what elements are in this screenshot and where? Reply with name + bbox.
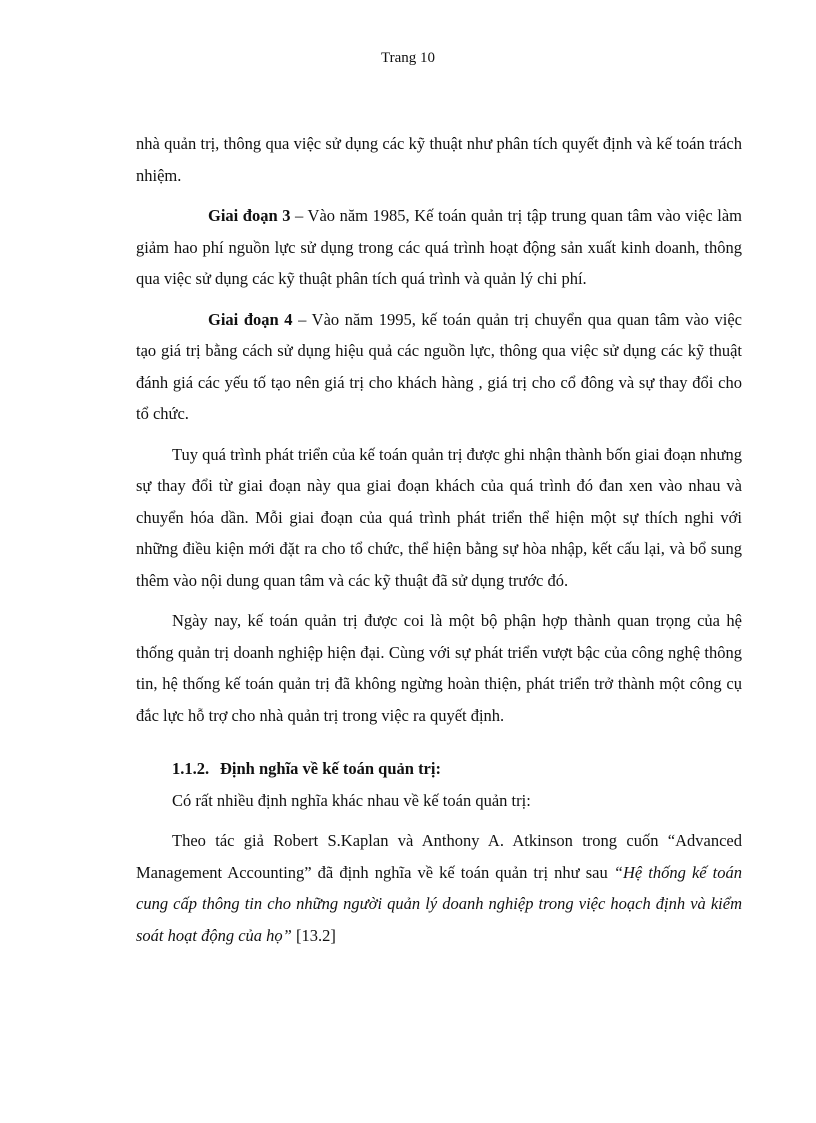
section-heading [136,753,742,785]
section-title: Định nghĩa về kế toán quản trị: [220,759,441,778]
stage-4-label: Giai đoạn 4 [208,309,293,329]
paragraph-definitions-intro: Có rất nhiều định nghĩa khác nhau về kế toán quản trị: [172,790,531,810]
page-number-header: Trang 10 [380,50,436,66]
paragraph-development-summary: Tuy quá trình phát triển của kế toán quản trị được ghi nhận thành bốn giai đoạn nhưng sự thay đổi từ giai đoạn này qua giai đoạn khách của quá trình đó đan xen vào nhau và chuyển hóa dần. Mỗi giai đoạn của quá trình phát triển thể hiện một sự thích nghi với những điều kiện mới đặt ra cho tổ chức, thể hiện bằng sự hòa nhập, kết cấu lại, và bổ sung thêm vào nội dung quan tâm và các kỹ thuật đã sử dụng trước đó. [136,444,742,590]
paragraph-modern-role: Ngày nay, kế toán quản trị được coi là một bộ phận hợp thành quan trọng của hệ thống quản trị doanh nghiệp hiện đại. Cùng với sự phát triển vượt bậc của công nghệ thông tin, hệ thống kế toán quản trị đã không ngừng hoàn thiện, phát triển trở thành một công cụ đắc lực hỗ trợ cho nhà quản trị trong việc ra quyết định. [136,611,742,725]
paragraph-kaplan-definition [136,825,742,951]
definition-intro-text: Theo tác giả Robert S.Kaplan và Anthony A. Atkinson trong cuốn “Advanced Management Accounting” đã định nghĩa về kế toán quản trị như sau [136,831,742,882]
paragraph-stage-4 [136,304,742,430]
paragraph-continued: nhà quản trị, thông qua việc sử dụng các kỹ thuật như phân tích quyết định và kế toán trách nhiệm. [136,134,742,185]
definition-quote: “Hệ thống kế toán cung cấp thông tin cho những người quản lý doanh nghiệp trong việc hoạch định và kiểm soát hoạt động của họ” [136,862,742,945]
section-number: 1.1.2. [172,759,210,778]
stage-3-label: Giai đoạn 3 [208,206,291,225]
stage-4-text: – Vào năm 1995, kế toán quản trị chuyển qua quan tâm vào việc tạo giá trị bằng cách sử dụng hiệu quả các nguồn lực, thông qua việc sử dụng các kỹ thuật đánh giá các yếu tố tạo nên giá trị cho khách hàng , giá trị cho cổ đông và sự thay đổi cho tổ chức. [136,309,742,423]
paragraph-stage-3 [136,200,742,295]
citation-reference: [13.2] [291,925,336,945]
page-body [136,128,742,960]
stage-3-text: – Vào năm 1985, Kế toán quản trị tập trung quan tâm vào việc làm giảm hao phí nguồn lực sử dụng trong các quá trình hoạt động sản xuất kinh doanh, thông qua việc sử dụng các kỹ thuật phân tích quá trình và quản lý chi phí. [136,206,742,288]
